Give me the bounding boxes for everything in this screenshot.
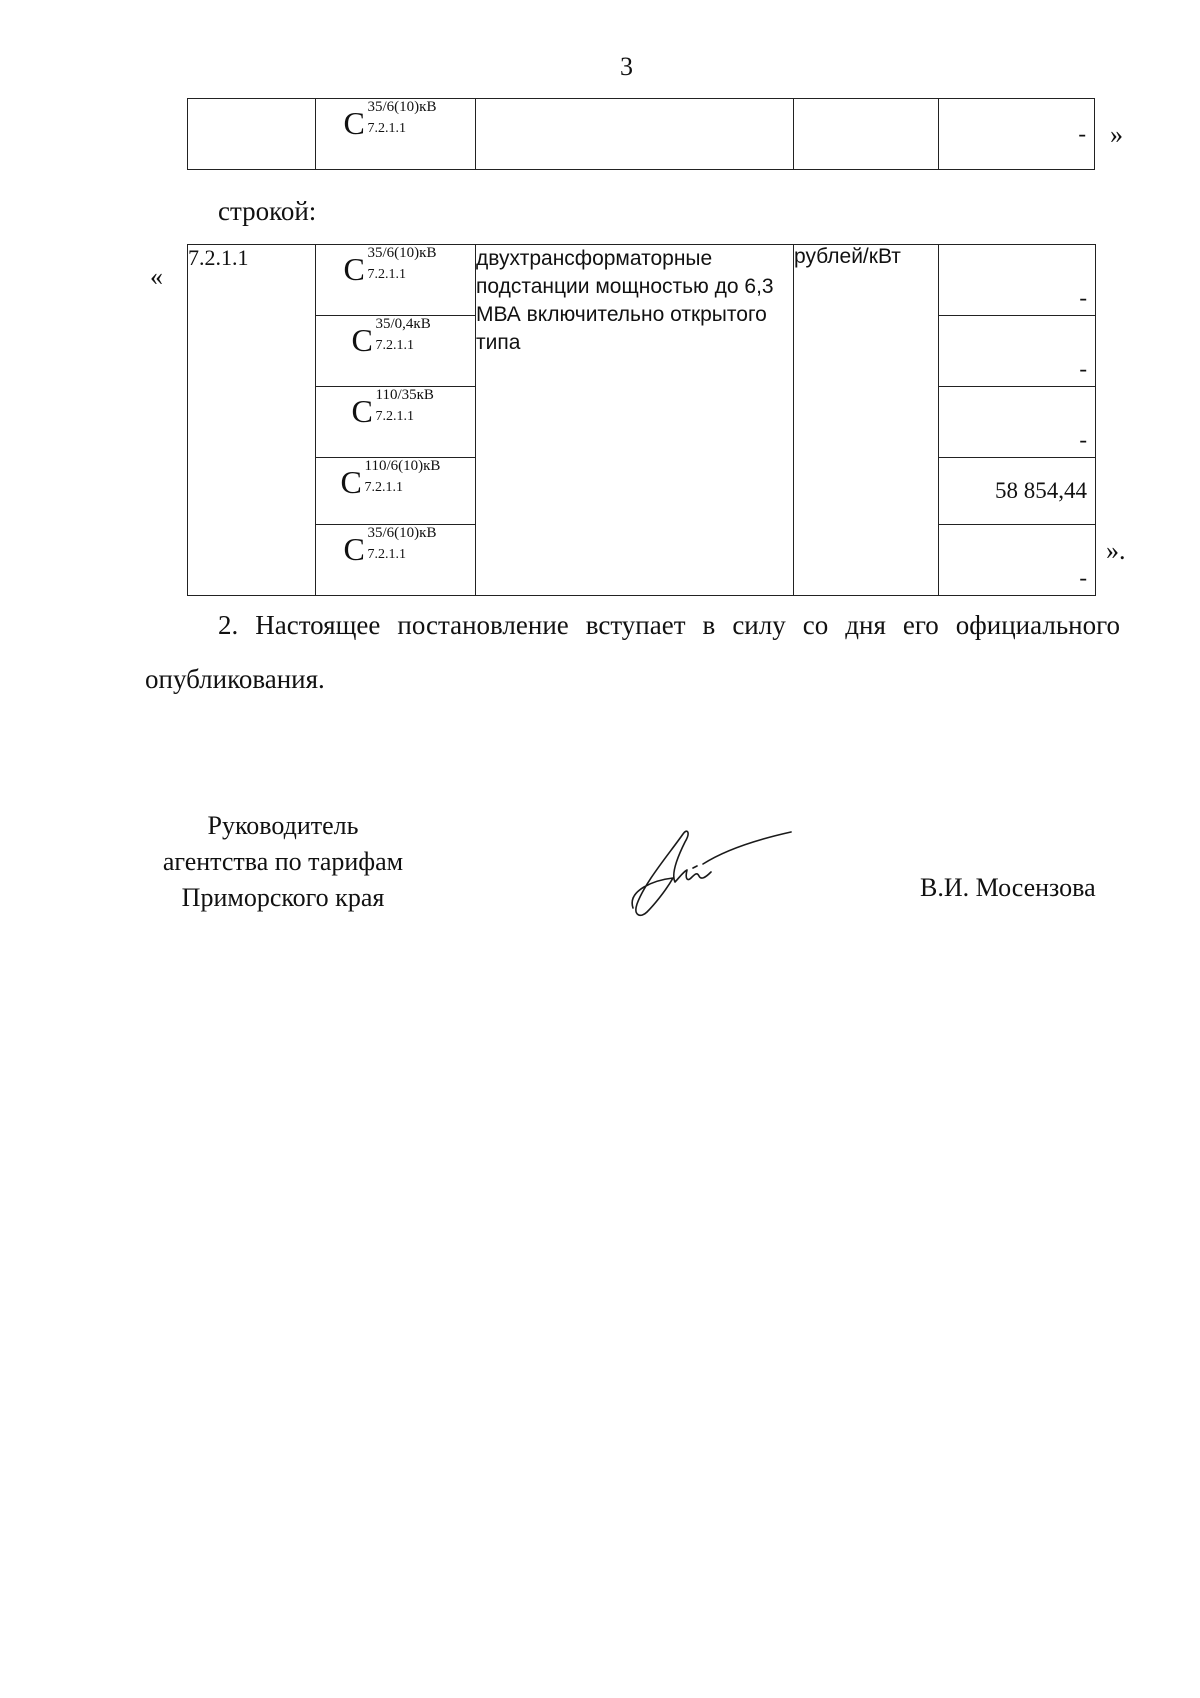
value-cell-1: -: [939, 245, 1096, 316]
transition-word: строкой:: [218, 196, 317, 226]
close-quote-old: »: [1110, 120, 1123, 149]
open-quote-new: «: [150, 262, 163, 291]
replaced-row-table: [187, 98, 1095, 170]
page-number: 3: [620, 52, 633, 81]
value-cell-3: -: [939, 387, 1096, 458]
signatory-name: В.И. Мосензова: [920, 873, 1096, 902]
value-cell-5: -: [939, 525, 1096, 596]
new-row-table: [187, 244, 1096, 596]
symbol-cell-4: [316, 458, 476, 525]
value-cell-2: -: [939, 316, 1096, 387]
symbol-cell-1: [316, 245, 476, 316]
old-symbol-cell: [316, 99, 476, 170]
tariff-symbol: C 35/6(10)кВ 7.2.1.1: [343, 525, 437, 567]
old-description-cell: [476, 99, 794, 170]
code-cell: 7.2.1.1: [188, 245, 316, 596]
tariff-symbol: C 110/6(10)кВ 7.2.1.1: [340, 458, 441, 500]
symbol-cell-3: [316, 387, 476, 458]
tariff-symbol: C 35/6(10)кВ 7.2.1.1: [343, 245, 437, 287]
symbol-cell-2: [316, 316, 476, 387]
value-cell-4: 58 854,44: [939, 458, 1096, 525]
symbol-cell-5: [316, 525, 476, 596]
handwritten-signature: [625, 820, 795, 920]
tariff-symbol: C 110/35кВ 7.2.1.1: [351, 387, 434, 429]
close-quote-new: ».: [1106, 536, 1126, 565]
old-value-cell: -: [939, 99, 1095, 170]
unit-cell: рублей/кВт: [794, 245, 939, 596]
tariff-symbol: C 35/0,4кВ 7.2.1.1: [351, 316, 431, 358]
old-unit-cell: [794, 99, 939, 170]
paragraph-2-line-1: 2. Настоящее постановление вступает в силу со дня его официального: [218, 610, 1120, 640]
old-code-cell: [188, 99, 316, 170]
paragraph-2-line-2: опубликования.: [145, 664, 325, 694]
signatory-position: Руководитель агентства по тарифам Приморского края: [162, 811, 404, 912]
description-cell: двухтрансформаторные подстанции мощностью до 6,3 МВА включительно открытого типа: [476, 245, 794, 596]
tariff-symbol: C 35/6(10)кВ 7.2.1.1: [343, 99, 437, 141]
